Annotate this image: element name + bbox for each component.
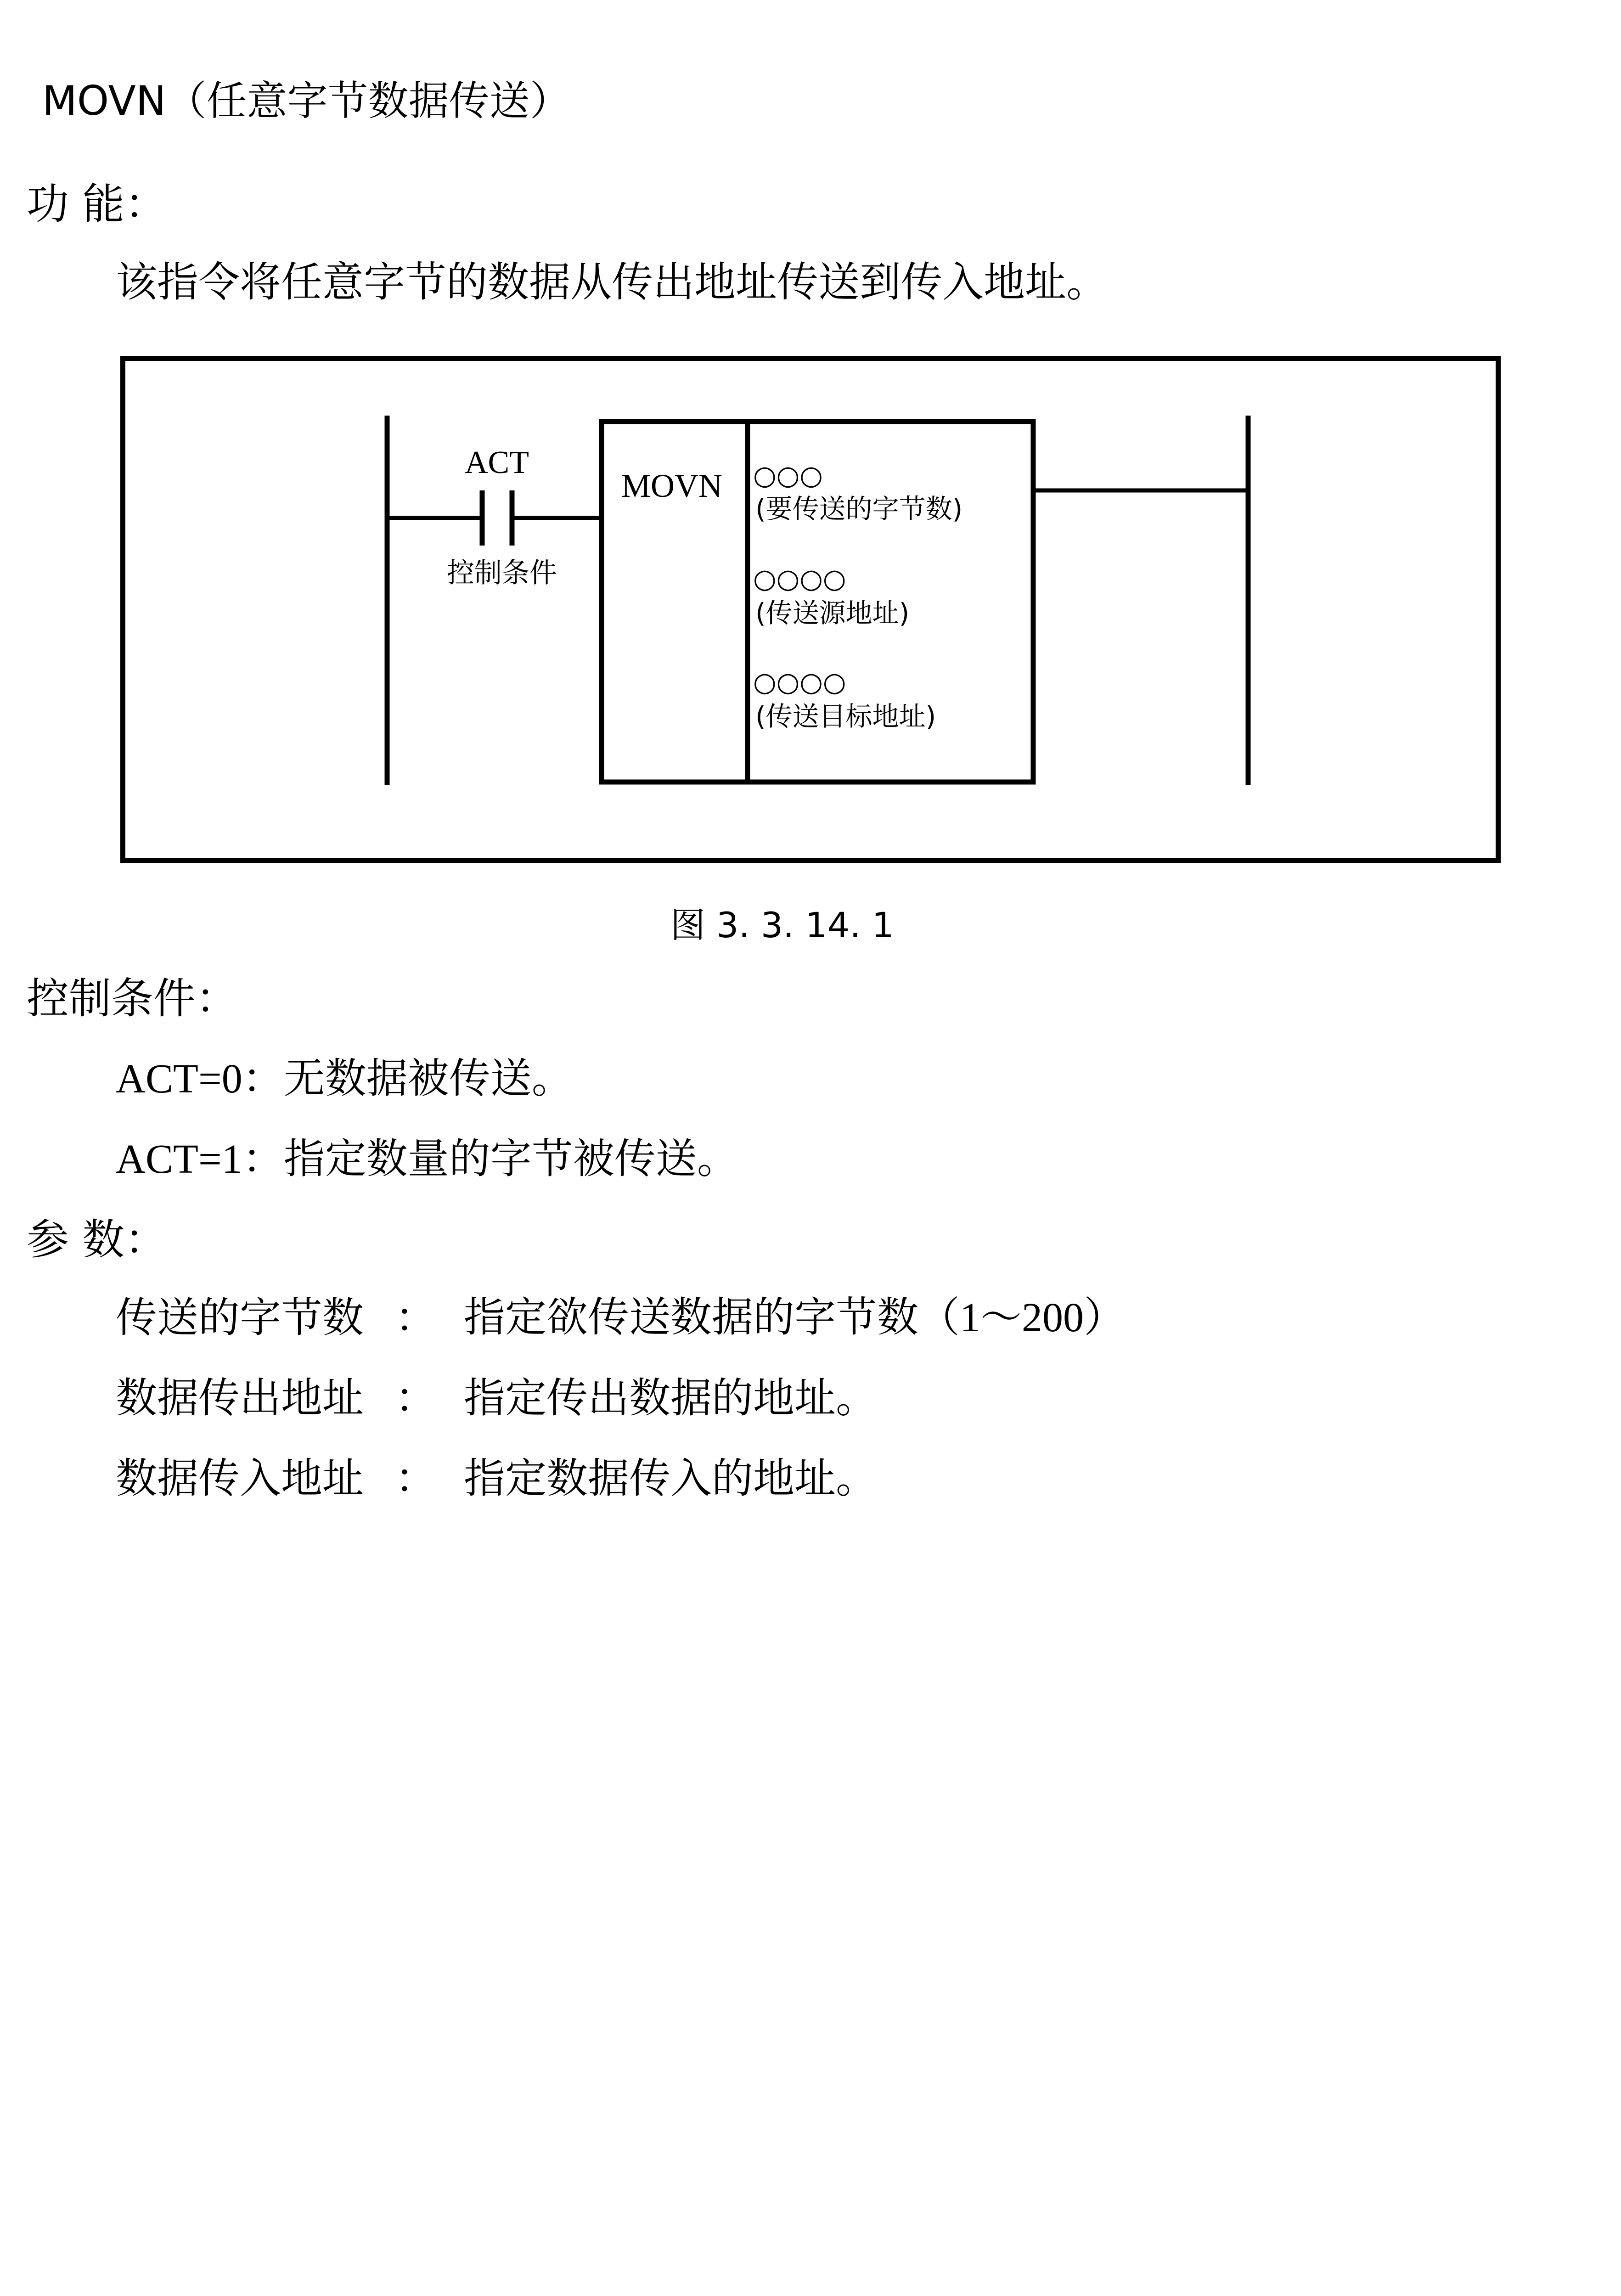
param-row-3-separator: ： <box>395 1454 436 1503</box>
param-row-3-label: 数据传入地址 <box>116 1454 364 1503</box>
param-placeholder-3: ○○○○ <box>753 666 846 698</box>
instruction-name: MOVN <box>621 467 723 504</box>
param-row-1-separator: ： <box>395 1294 436 1342</box>
control-heading: 控制条件： <box>27 974 238 1023</box>
function-description: 该指令将任意字节的数据从传出地址传送到传入地址。 <box>116 258 1108 306</box>
figure-caption: 图 3. 3. 14. 1 <box>670 905 894 945</box>
param-desc-2: (传送源地址) <box>755 597 910 629</box>
param-row-3-desc: 指定数据传入的地址。 <box>464 1454 877 1503</box>
param-row-1-label: 传送的字节数 <box>116 1294 364 1342</box>
param-row-1-desc: 指定欲传送数据的字节数（1～200） <box>464 1295 1125 1340</box>
param-desc-1: (要传送的字节数) <box>755 493 963 524</box>
params-heading: 参 数： <box>27 1215 167 1264</box>
page-title: MOVN（任意字节数据传送） <box>42 77 570 124</box>
param-row-2-label: 数据传出地址 <box>116 1374 364 1422</box>
param-placeholder-1: ○○○ <box>753 460 823 491</box>
function-heading: 功 能： <box>27 180 167 229</box>
control-line-1: ACT=0：无数据被传送。 <box>116 1056 573 1102</box>
param-row-2-separator: ： <box>395 1374 436 1422</box>
figure-frame <box>120 356 1501 863</box>
param-row-2-desc: 指定传出数据的地址。 <box>464 1374 877 1422</box>
contact-label: ACT <box>465 445 529 480</box>
control-line-2: ACT=1：指定数量的字节被传送。 <box>116 1137 738 1182</box>
contact-caption: 控制条件 <box>447 557 557 589</box>
param-placeholder-2: ○○○○ <box>753 563 846 594</box>
param-desc-3: (传送目标地址) <box>755 701 936 732</box>
